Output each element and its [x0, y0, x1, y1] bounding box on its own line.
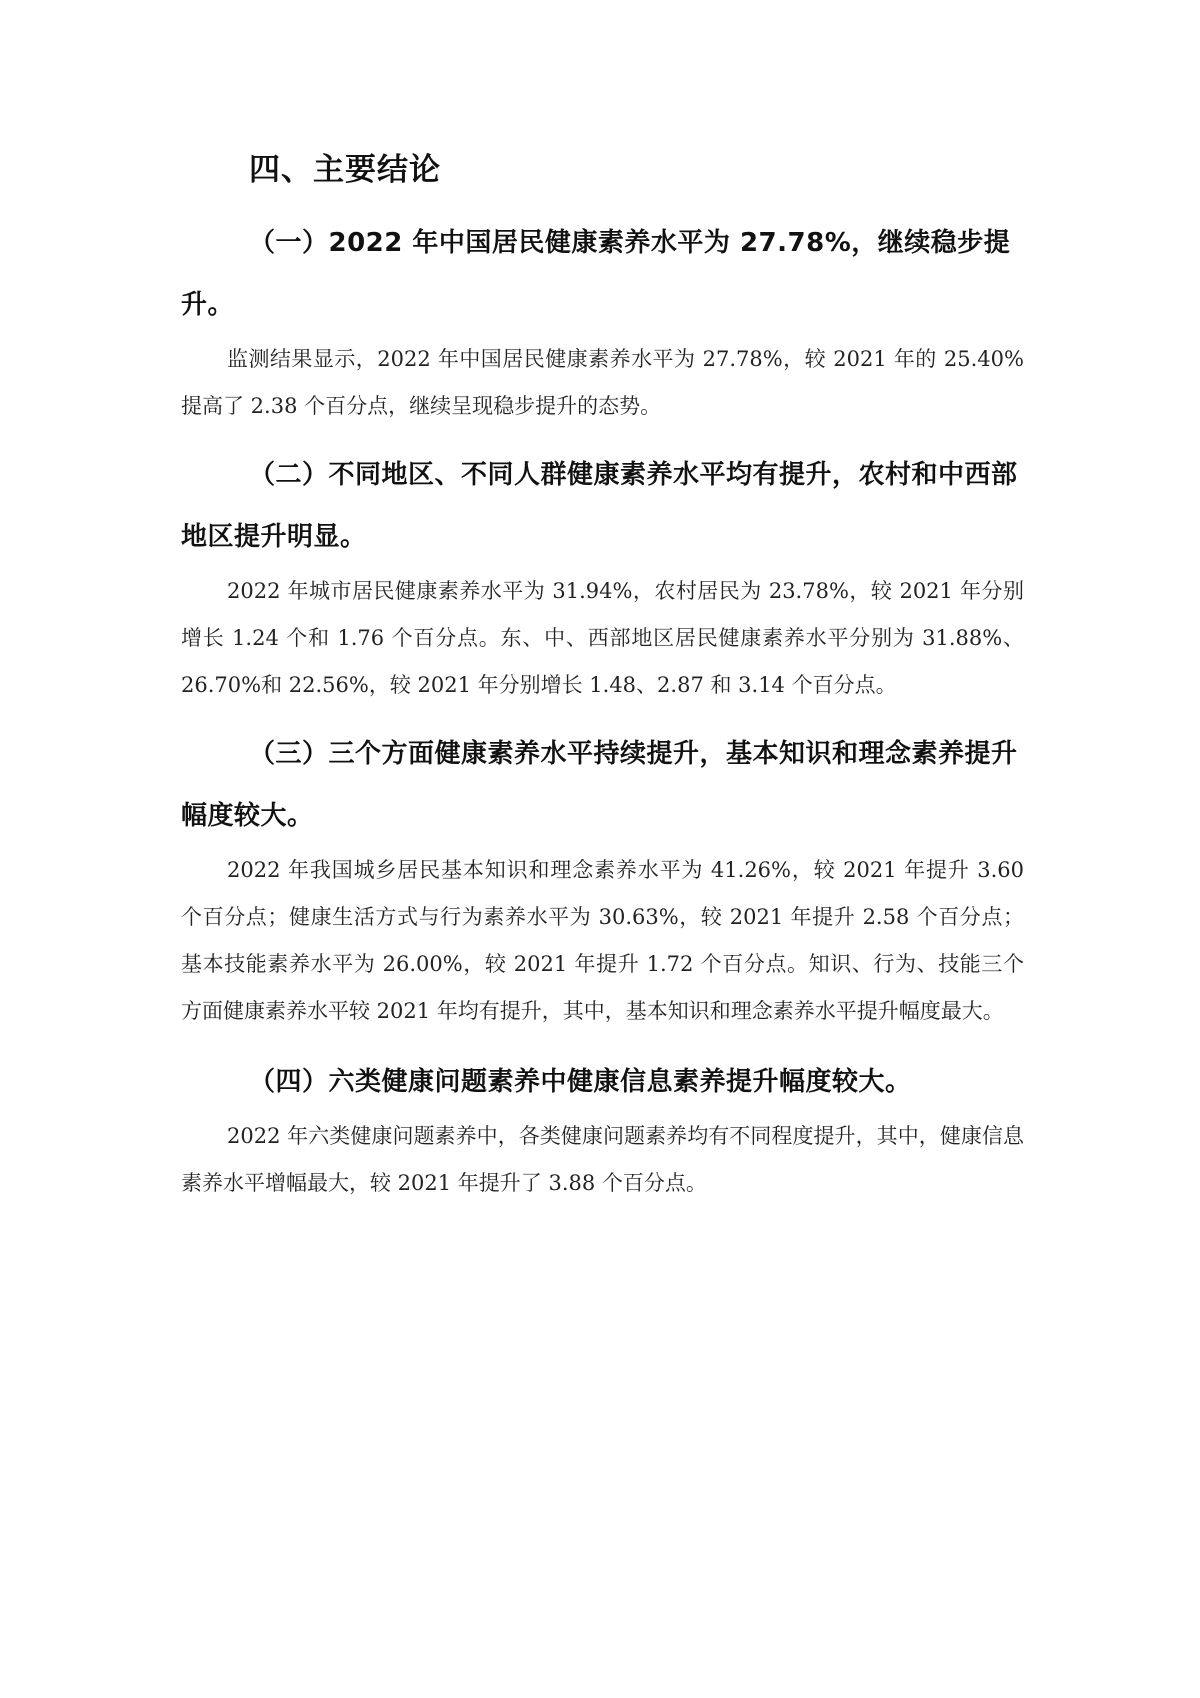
- conclusion-block-3: [181, 723, 1024, 1035]
- conclusion-heading-2: （二）不同地区、不同人群健康素养水平均有提升，农村和中西部地区提升明显。: [181, 460, 1018, 552]
- conclusion-block-4: [181, 1051, 1024, 1207]
- document-page: [181, 150, 1024, 1207]
- conclusion-body-1: 监测结果显示，2022 年中国居民健康素养水平为 27.78%，较 2021 年的 25.40%提高了 2.38 个百分点，继续呈现稳步提升的态势。: [181, 347, 1024, 418]
- conclusion-block-1: [181, 212, 1024, 430]
- conclusion-body-4: 2022 年六类健康问题素养中，各类健康问题素养均有不同程度提升，其中，健康信息素养水平增幅最大，较 2021 年提升了 3.88 个百分点。: [181, 1124, 1024, 1195]
- conclusion-heading-4: （四）六类健康问题素养中健康信息素养提升幅度较大。: [249, 1067, 912, 1097]
- conclusion-block-2: [181, 444, 1024, 709]
- conclusion-body-3: 2022 年我国城乡居民基本知识和理念素养水平为 41.26%，较 2021 年提升 3.60 个百分点；健康生活方式与行为素养水平为 30.63%，较 2021 年提升 2.58 个百分点；基本技能素养水平为 26.00%，较 2021 年提升 1.72 个百分点。知识、行为、技能三个方面健康素养水平较 2021 年均有提升，其中，基本知识和理念素养水平提升幅度最大。: [181, 858, 1024, 1023]
- conclusion-heading-3: （三）三个方面健康素养水平持续提升，基本知识和理念素养提升幅度较大。: [181, 739, 1018, 831]
- section-title: 四、主要结论: [249, 152, 441, 188]
- conclusion-body-2: 2022 年城市居民健康素养水平为 31.94%，农村居民为 23.78%，较 2021 年分别增长 1.24 个和 1.76 个百分点。东、中、西部地区居民健康素养水平分别为 31.88%、26.70%和 22.56%，较 2021 年分别增长 1.48、2.87 和 3.14 个百分点。: [181, 579, 1024, 697]
- conclusion-heading-1: （一）2022 年中国居民健康素养水平为 27.78%，继续稳步提升。: [181, 228, 1011, 320]
